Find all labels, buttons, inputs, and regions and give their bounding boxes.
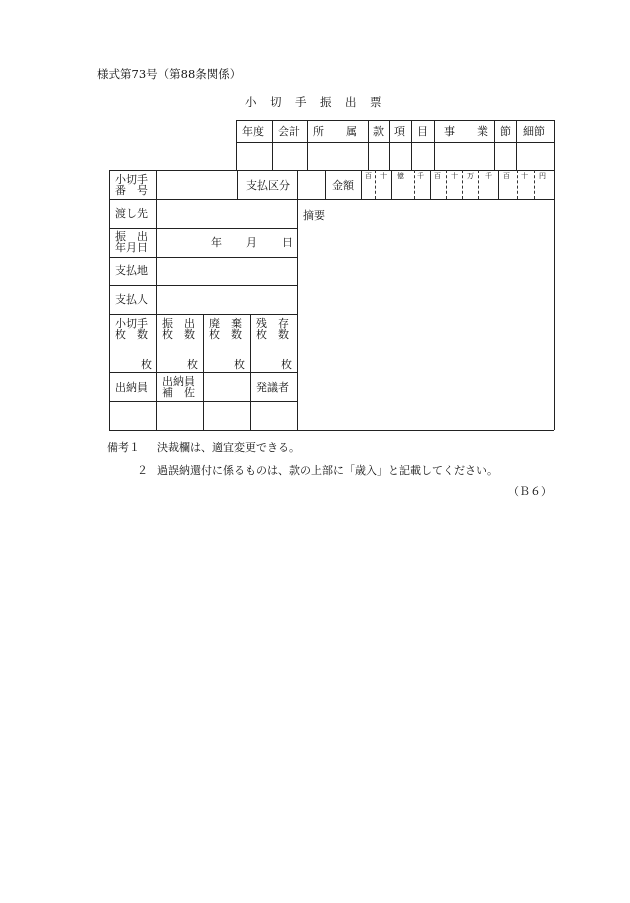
digit-label: 十 bbox=[521, 172, 528, 180]
check-count-header: 小切手 枚 数 bbox=[115, 317, 148, 341]
header-saisetsu: 細節 bbox=[523, 125, 545, 138]
digit-label: 十 bbox=[380, 172, 387, 180]
digit-label: 万 bbox=[467, 172, 474, 180]
header-account: 会計 bbox=[278, 125, 300, 138]
header-setsu: 節 bbox=[500, 125, 511, 138]
year-label: 年 bbox=[211, 236, 222, 249]
form-number: 様式第73号（第88条関係） bbox=[97, 67, 242, 81]
count-unit: 枚 bbox=[234, 358, 245, 371]
digit-label: 十 bbox=[451, 172, 458, 180]
count-unit: 枚 bbox=[141, 358, 152, 371]
payment-class-label: 支払区分 bbox=[246, 179, 290, 192]
month-label: 月 bbox=[246, 236, 257, 249]
paper-size-label: （Ｂ６） bbox=[508, 485, 552, 498]
digit-label: 億 bbox=[397, 172, 404, 180]
amount-label: 金額 bbox=[332, 179, 354, 192]
payer-label: 支払人 bbox=[115, 293, 148, 306]
header-department: 所 属 bbox=[313, 125, 357, 138]
pay-place-label: 支払地 bbox=[115, 264, 148, 277]
digit-label: 百 bbox=[365, 172, 372, 180]
header-kan: 款 bbox=[373, 125, 384, 138]
issued-count-header: 振 出 枚 数 bbox=[162, 317, 195, 341]
note-1: 決裁欄は、適宜変更できる。 bbox=[157, 441, 300, 454]
header-project: 事 業 bbox=[444, 125, 488, 138]
header-fiscal-year: 年度 bbox=[242, 125, 264, 138]
summary-label: 摘要 bbox=[303, 209, 325, 222]
digit-label: 百 bbox=[434, 172, 441, 180]
header-moku: 目 bbox=[417, 125, 428, 138]
form-title: 小 切 手 振 出 票 bbox=[245, 95, 383, 109]
header-kou: 項 bbox=[394, 125, 405, 138]
note-2-number: ２ bbox=[137, 464, 148, 477]
issuer-label: 発議者 bbox=[256, 381, 289, 394]
check-number-label: 小切手 番 号 bbox=[115, 173, 148, 197]
discarded-count-header: 廃 棄 枚 数 bbox=[209, 317, 242, 341]
remaining-count-header: 残 存 枚 数 bbox=[256, 317, 289, 341]
cashier-label: 出納員 bbox=[115, 381, 148, 394]
cashier-assistant-label: 出納員 補 佐 bbox=[162, 375, 195, 399]
day-label: 日 bbox=[282, 236, 293, 249]
issue-date-label: 振 出 年月日 bbox=[115, 230, 148, 254]
payee-label: 渡し先 bbox=[115, 207, 148, 220]
note-2: 過誤納還付に係るものは、款の上部に「歳入」と記載してください。 bbox=[157, 464, 498, 477]
digit-label: 千 bbox=[485, 172, 492, 180]
notes-label: 備考１ bbox=[107, 441, 140, 454]
digit-label: 千 bbox=[417, 172, 424, 180]
digit-label: 円 bbox=[539, 172, 546, 180]
digit-label: 百 bbox=[503, 172, 510, 180]
count-unit: 枚 bbox=[187, 358, 198, 371]
count-unit: 枚 bbox=[281, 358, 292, 371]
